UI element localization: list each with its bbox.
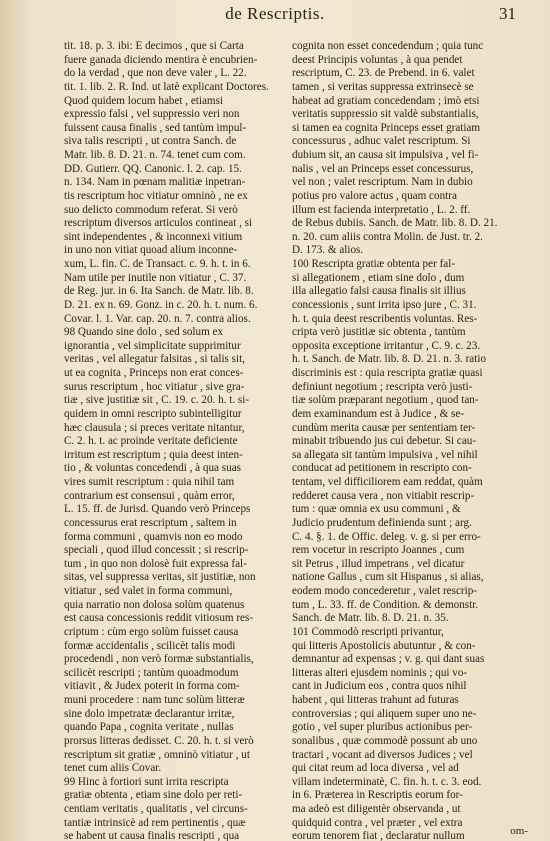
text-line: concessionis , sunt irrita ipso jure , C. 31.	[292, 298, 477, 311]
text-line: opposita exceptione irritantur , C. 9. c. 23.	[292, 339, 481, 352]
text-line: scilicèt rescripti ; tantùm quoadmodum	[64, 666, 239, 679]
text-line: do la verdad , que non deve valer , L. 22.	[64, 67, 247, 80]
text-line: gratiæ obtenta , etiam sine dolo per reti-	[64, 789, 243, 802]
text-line: ignorantia , vel simplicitate supprimitur	[64, 339, 241, 352]
text-line: Quod quidem locum habet , etiamsi	[64, 94, 224, 107]
text-line: nalis , vel an Princeps esset concessurus,	[292, 162, 474, 175]
text-line: qui citat reum ad loca diversa , vel ad	[292, 762, 459, 775]
text-line: deest Principis voluntas , à qua pendet	[292, 53, 463, 66]
text-line: tit. 1. lib. 2. R. Ind. ut latè explicant Doctores.	[64, 80, 269, 93]
text-line: C. 2. h. t. ac proinde veritate deficiente	[64, 435, 238, 448]
text-line: tiæ , sive justitiæ sit , C. 19. c. 20. h. t. si-	[64, 394, 250, 407]
text-line: si allegationem , etiam sine dolo , dum	[292, 271, 465, 284]
text-line: Judicio prudentum definienda sunt ; arg.	[292, 516, 472, 529]
text-line: de Reg. jur. in 6. Ita Sanch. de Matr. lib. 8.	[64, 285, 254, 298]
text-line: centiam veritatis , qualitatis , vel circuns-	[64, 803, 248, 815]
text-line: fuissent causa finalis , sed tantùm impul-	[64, 121, 247, 134]
text-line: definiunt negotium ; rescripta verò justi-	[292, 380, 473, 393]
text-line: sitas, vel suppressa veritas, sit justitiæ, non	[64, 571, 256, 584]
text-line: est causa concessionis reddit vitiosum res-	[64, 612, 254, 625]
text-line: h. t. Sanch. de Matr. lib. 8. D. 21. n. 3. ratio	[292, 353, 487, 366]
text-line: litteras alteri ejusdem nominis ; qui vo-	[292, 666, 468, 679]
catchword: om-	[510, 825, 528, 837]
text-line: tum , L. 33. ff. de Condition. & demonstr.	[292, 598, 479, 611]
text-line: de Rebus dubiis. Sanch. de Matr. lib. 8. D. 21.	[292, 217, 498, 230]
text-line: D. 21. ex n. 69. Gonz. in c. 20. h. t. num. 6.	[64, 298, 258, 311]
text-line: muni procedere : nam tunc solùm litteræ	[64, 694, 245, 706]
text-line: cant in Judicium eos , contra quos nihil	[292, 680, 467, 693]
text-line: formæ accidentalis , scilicèt talis modi	[64, 639, 236, 652]
text-line: rescriptum sit gratiæ , omninò vitiatur , ut	[64, 748, 250, 761]
text-line: hæc clausula ; si preces veritate nitantur,	[64, 421, 245, 434]
text-line: demnantur ad expensas ; v. g. qui dant suas	[292, 653, 485, 666]
text-line: tum , in quo non dolosè fuit expressa fal-	[64, 557, 247, 570]
text-line: Nam utile per inutile non vitiatur , C. 37.	[64, 271, 247, 284]
text-line: quia narratio non dolosa solùm quatenus	[64, 598, 245, 611]
text-line: expressio falsi , vel suppressio veri non	[64, 108, 240, 121]
text-line: suo delicto commodum referat. Si verò	[64, 203, 238, 216]
text-line: eorum tenorem fiat , declaratur nullum	[292, 830, 465, 841]
text-line: tit. 18. p. 3. ibi: E decimos , que si Carta	[64, 40, 244, 52]
text-line: dubium sit, an causa sit impulsiva , vel fi-	[292, 149, 479, 161]
text-line: vires sumit rescriptum : quia nihil tam	[64, 476, 235, 488]
text-line: speciali , quod illud concessit ; si rescrip-	[64, 544, 249, 557]
running-head: de Rescriptis.	[225, 4, 325, 23]
text-line: forma communi , quamvis non eo modo	[64, 530, 243, 543]
text-line: DD. Gutierr. QQ. Canonic. l. 2. cap. 15.	[64, 162, 242, 175]
text-line: in 6. Præterea in Rescriptis eorum for-	[292, 789, 463, 802]
text-line: vel non ; valet rescriptum. Nam in dubio	[292, 176, 473, 189]
text-line: rescriptum diversos articulos contineat , si	[64, 217, 253, 230]
text-line: cundùm merita causæ per sententiam ter-	[292, 421, 476, 434]
text-line: L. 15. ff. de Jurisd. Quando verò Princeps	[64, 503, 251, 516]
text-line: cognita non esset concedendum ; quia tunc	[292, 40, 484, 52]
text-line: vitiavit , & Judex poterit in forma com-	[64, 680, 240, 693]
page-header	[0, 4, 550, 30]
text-line: conducat ad petitionem in rescripto con-	[292, 462, 472, 475]
text-line: Matr. lib. 8. D. 21. n. 74. tenet cum com.	[64, 149, 246, 161]
text-line: gotio , vel super pluribus actionibus per-	[292, 721, 473, 734]
text-line: D. 173. & alios.	[292, 244, 364, 257]
text-line: habent , qui litteras trahunt ad futuras	[292, 694, 459, 706]
text-line: sonalibus , quæ commodè possunt ab uno	[292, 734, 478, 747]
text-line: 99 Hinc à fortiori sunt irrita rescripta	[64, 775, 229, 788]
text-line: illum est facienda interpretatio , L. 2. ff.	[292, 203, 471, 216]
text-line: 101 Commodò rescripti privantur,	[292, 625, 444, 638]
text-line: n. 134. Nam in pœnam malitiæ inpetran-	[64, 176, 246, 189]
text-line: tiæ solùm præparant negotium , quod tan-	[292, 394, 479, 407]
text-line: redderet causa vera , non vitiabit rescrip-	[292, 489, 475, 502]
right-text-column	[292, 40, 530, 841]
text-line: quidquid contra , vel præter , vel extra	[292, 816, 463, 829]
text-line: controversias ; qui aliquem super uno ne-	[292, 707, 477, 720]
text-line: quando Papa , cognita veritate , nullas	[64, 721, 234, 734]
text-line: illa allegatio falsi causa finalis sit illius	[292, 285, 466, 298]
text-line: discriminis est : quia rescripta gratiæ quasi	[292, 367, 483, 379]
text-line: 98 Quando sine dolo , sed solum ex	[64, 326, 224, 339]
text-line: natione Gallus , cum sit Hispanus , si alias,	[292, 571, 484, 584]
text-line: in uno non vitiat quoad alium inconne-	[64, 244, 238, 257]
text-line: sit Petrus , illud impetrans , vel dicatur	[292, 557, 465, 570]
text-line: tamen , si veritas suppressa extrinsecè se	[292, 80, 474, 93]
text-line: concessurus erat rescriptum , saltem in	[64, 516, 237, 529]
text-line: criptum : cùm ergo solùm fuisset causa	[64, 625, 239, 638]
text-line: sa allegata sit tantùm impulsiva , vel nihil	[292, 448, 478, 461]
text-line: rem vocetur in rescripto Joannes , cum	[292, 544, 465, 557]
text-line: sint independentes , & inconnexi vitium	[64, 230, 243, 243]
text-line: ut ea cognita , Princeps non erat conces-	[64, 367, 244, 379]
text-line: potius pro valore actus , quam contra	[292, 189, 457, 202]
text-line: quidem in omni rescripto subintelligitur	[64, 407, 242, 420]
text-line: se habent ut causa finalis rescripti , qua	[64, 830, 240, 841]
text-line: sine dolo impetratæ declarantur irritæ,	[64, 707, 235, 720]
text-line: tenet cum aliis Covar.	[64, 762, 162, 775]
text-line: n. 20. cum aliis contra Molin. de Just. tr. 2.	[292, 230, 483, 243]
text-line: tractari , vocant ad diversos Judices ; vel	[292, 748, 473, 761]
text-line: minabit tribuendo jus cui debetur. Si cau-	[292, 435, 477, 448]
text-line: contrarium est consensui , quàm error,	[64, 489, 235, 502]
text-line: villam indeterminatè, C. fin. h. t. c. 3. eod.	[292, 775, 482, 788]
text-line: tentam, vel difficiliorem eam reddat, quàm	[292, 476, 483, 488]
text-line: surus rescriptum , hoc vitiatur , sive gra-	[64, 380, 245, 393]
text-line: tum : quæ omnia ex usu communi , &	[292, 503, 461, 516]
text-line: prorsus litteras dedisset. C. 20. h. t. si verò	[64, 734, 254, 747]
text-line: tantiæ intrinsicè ad rem pertinentis , quæ	[64, 816, 246, 829]
text-line: eodem modo concederetur , valet rescrip-	[292, 585, 477, 597]
text-line: cripta verò justitiæ sic obtenta , tantùm	[292, 326, 466, 339]
page-number: 31	[499, 4, 516, 23]
text-line: tio , & voluntas concedendi , à qua suas	[64, 462, 241, 475]
text-line: si tamen ea cognita Princeps esset gratiam	[292, 121, 481, 134]
text-line: procedendi , non verò formæ substantialis,	[64, 653, 254, 666]
text-line: concessurus , adhuc valet rescriptum. Si	[292, 135, 471, 148]
text-line: Sanch. de Matr. lib. 8. D. 21. n. 35.	[292, 612, 449, 625]
text-line: fuere ganada diciendo mentira è encubrien-	[64, 53, 258, 66]
text-line: irritum est rescriptum ; quia deest inten-	[64, 448, 243, 461]
text-line: veritas , vel allegatur falsitas , si talis sit,	[64, 353, 245, 366]
text-line: Covar. l. 1. Var. cap. 20. n. 7. contra alios.	[64, 312, 251, 325]
text-line: veritatis suppressio sit valdè substantialis,	[292, 108, 479, 121]
text-line: ma adeò est diligentèr observanda , ut	[292, 803, 461, 815]
text-line: 100 Rescripta gratiæ obtenta per fal-	[292, 258, 456, 270]
text-line: siva talis rescripti , ut contra Sanch. de	[64, 135, 237, 148]
text-line: h. t. quia deest rescribentis voluntas. Res-	[292, 312, 478, 325]
text-line: tis rescriptum hoc vitiatur omninò , ne ex	[64, 189, 248, 202]
left-text-column	[64, 40, 286, 841]
text-line: rescriptum, C. 23. de Prebend. in 6. valet	[292, 67, 475, 80]
text-line: C. 4. §. 1. de Offic. deleg. v. g. si per erro-	[292, 530, 481, 543]
text-line: qui litteris Apostolicis abutuntur , & con-	[292, 639, 476, 652]
text-line: xum, L. fin. C. de Transact. c. 9. h. t. in 6.	[64, 258, 251, 270]
text-line: dem examinandum est à Judice , & se-	[292, 407, 465, 420]
text-line: habeat ad gratiam concedendam ; imò etsi	[292, 94, 480, 107]
text-line: vitiatur , sed valet in forma communi,	[64, 585, 233, 597]
